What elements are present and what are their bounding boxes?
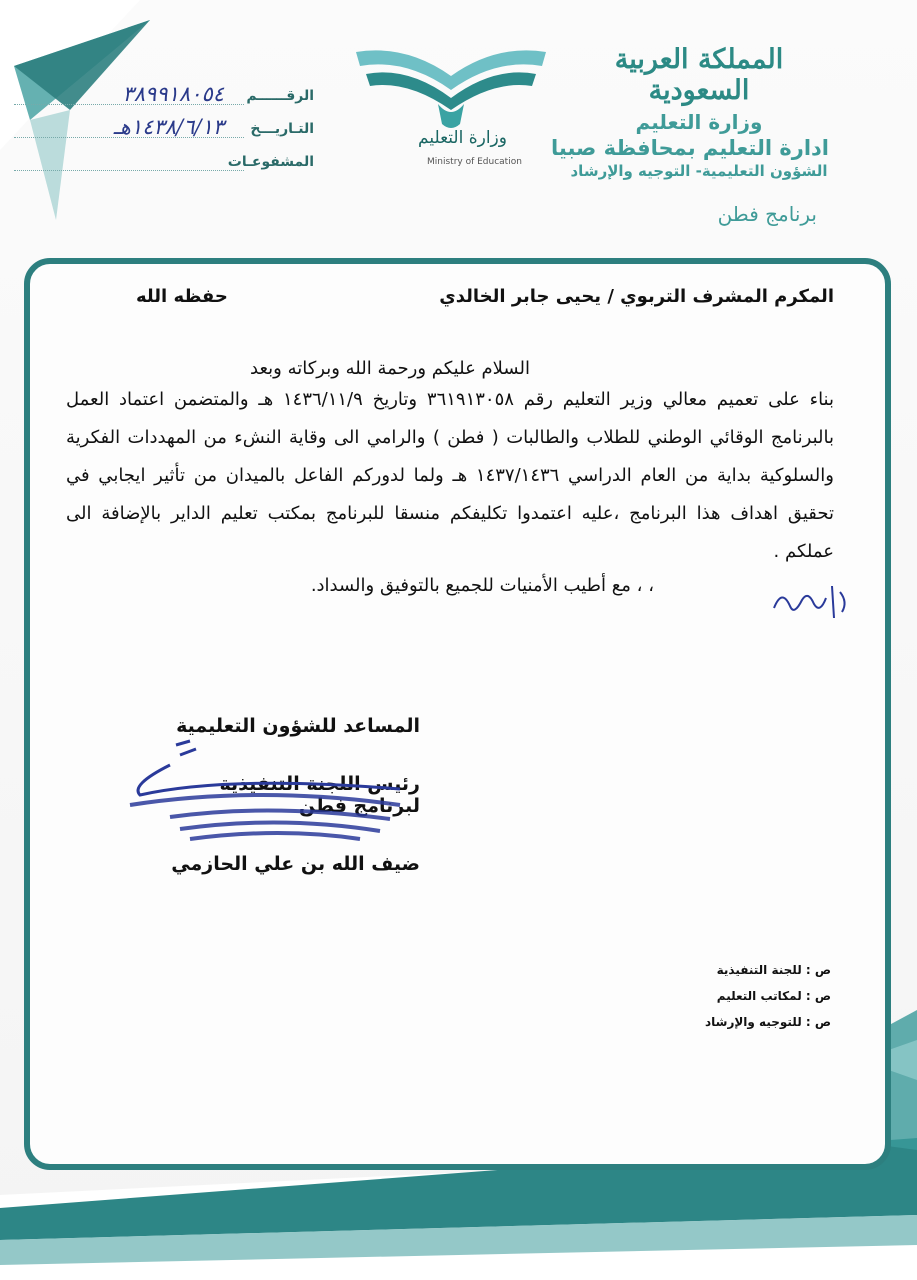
salutation: السلام عليكم ورحمة الله وبركاته وبعد	[250, 358, 530, 379]
handwritten-initials	[768, 578, 858, 623]
closing-line: ، ، مع أطيب الأمنيات للجميع بالتوفيق والسداد.	[310, 575, 654, 596]
attachments-row	[14, 148, 314, 181]
signatory-name: ضيف الله بن علي الحازمي	[171, 853, 420, 875]
date-value: ١٤٣٨/٦/١٣هـ	[113, 115, 224, 139]
ministry-name: وزارة التعليم	[635, 110, 763, 134]
date-label: التـاريـــخ	[250, 121, 314, 137]
cc-item-offices: ص : لمكاتب التعليم	[716, 989, 831, 1003]
logo-arabic-text: وزارة التعليم	[418, 128, 507, 148]
signatory-title-1: المساعد للشؤون التعليمية	[176, 715, 420, 737]
cc-item-committee: ص : للجنة التنفيذية	[716, 963, 831, 977]
cc-item-guidance: ص : للتوجيه والإرشاد	[704, 1015, 831, 1029]
attachments-label: المشفوعـات	[227, 154, 314, 170]
cc-list	[705, 963, 831, 1041]
reference-fields	[14, 82, 314, 181]
honorific: حفظه الله	[136, 286, 228, 307]
program-name: برنامج فطن	[717, 202, 817, 226]
addressee-line	[66, 280, 834, 314]
number-value: ٣٨٩٩١٨٠٥٤	[122, 82, 224, 106]
kingdom-title: المملكة العربية السعودية	[614, 44, 784, 106]
letterhead-right	[551, 44, 829, 180]
logo-english-text: Ministry of Education	[427, 157, 522, 167]
addressee-name: المكرم المشرف التربوي / يحيى جابر الخالدي	[439, 286, 834, 307]
number-label: الرقــــــم	[246, 88, 314, 104]
signature-scribble	[110, 735, 410, 865]
administration-name: ادارة التعليم بمحافظة صبيا	[551, 136, 829, 160]
number-row	[14, 82, 314, 115]
date-row	[14, 115, 314, 148]
signatory-title-2: رئيس اللجنة التنفيذية لبرنامج فطن	[219, 773, 420, 817]
affairs-department: الشؤون التعليمية- التوجيه والإرشاد	[570, 162, 828, 180]
letter-body: بناء على تعميم معالي وزير التعليم رقم ٣٦١٩١٣٠٥٨ وتاريخ ١٤٣٦/١١/٩ هـ والمتضمن اعتماد العمل بالبرنامج الوقائي الوطني للطلاب والطالبات ( فطن ) والرامي الى وقاية النشء من المهددات الفكرية والسلوكية بداية من العام الدراسي ١٤٣٧/١٤٣٦ هـ ولما لدوركم الفاعل بالميدان من تأثير ايجابي في تحقيق اهداف هذا البرنامج ،عليه اعتمدوا تكليفكم منسقا للبرنامج بمكتب تعليم الداير بالإضافة الى عملكم .	[66, 389, 834, 562]
letter-content	[66, 280, 834, 596]
